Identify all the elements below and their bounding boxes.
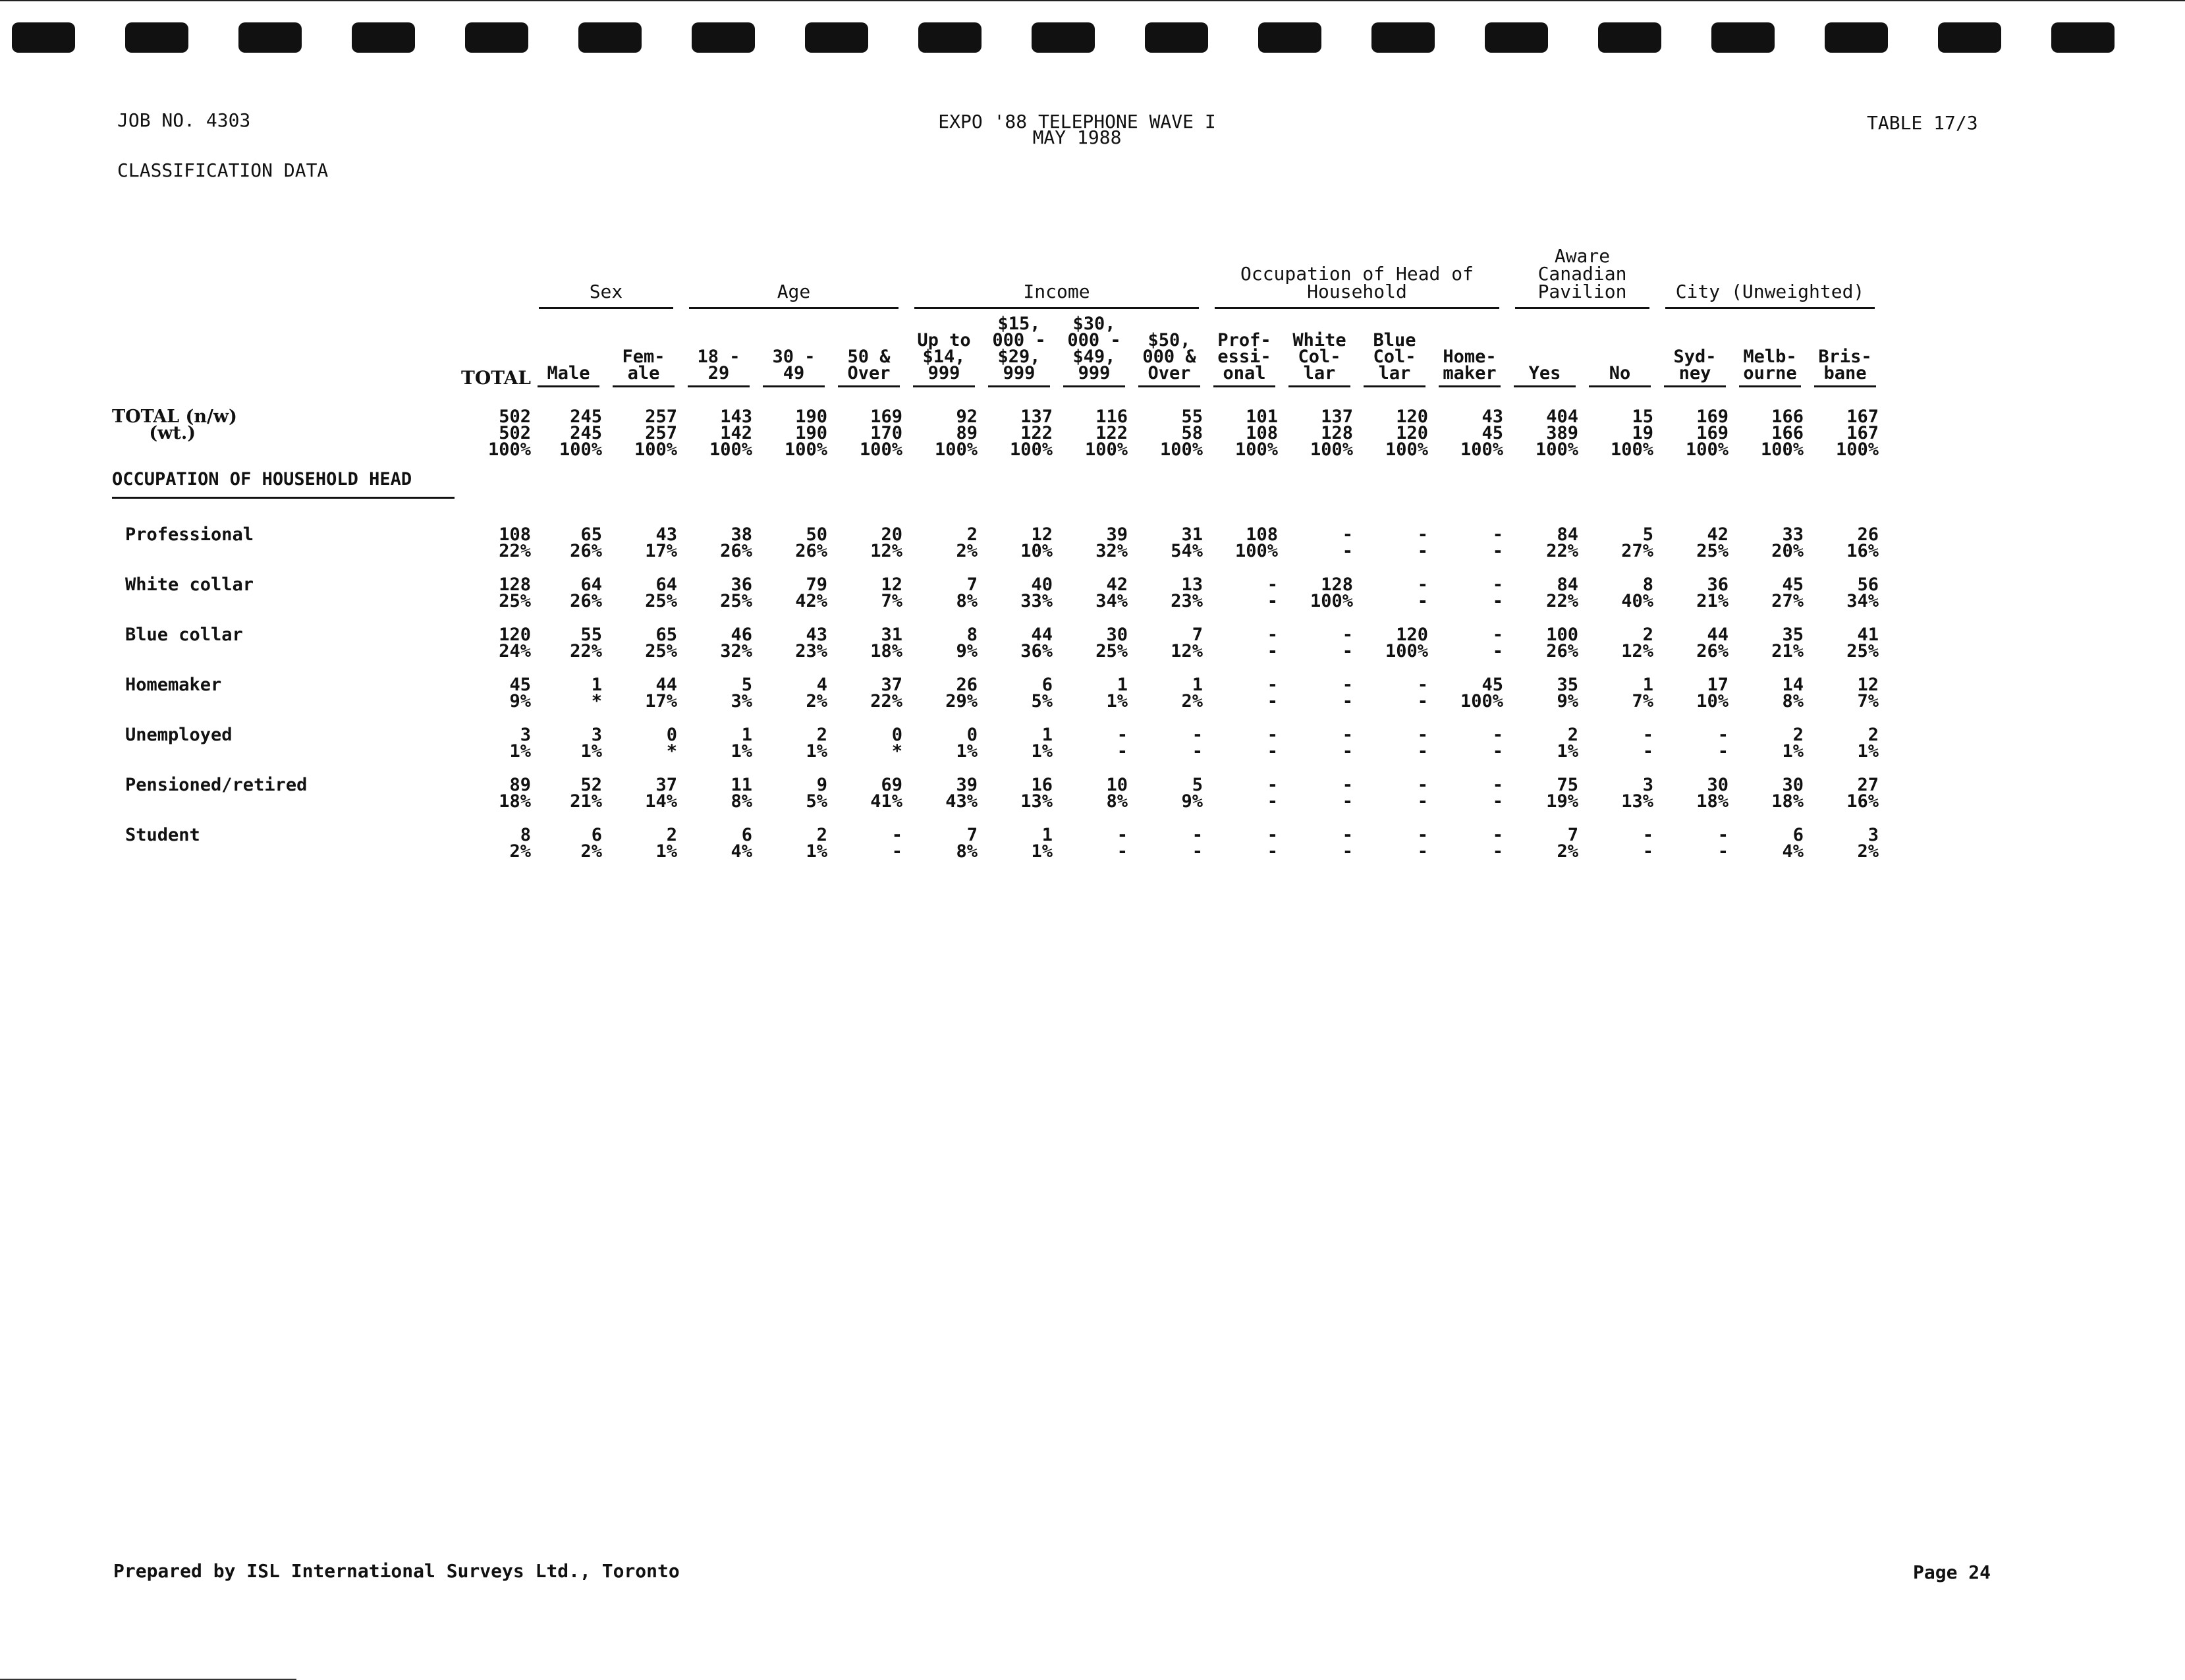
table-row: [112, 609, 1883, 659]
table-cell: 108 100%: [1234, 524, 1278, 561]
table-cell: 0 *: [891, 725, 902, 762]
group-income: Income: [906, 247, 1207, 316]
table-row: [112, 659, 1883, 710]
table-cell: 2 1%: [1557, 725, 1578, 762]
column-header: $15, 000 - $29, 999: [982, 316, 1057, 391]
page-number: Page 24: [1913, 1561, 1991, 1583]
table-cell: 5 3%: [731, 675, 752, 712]
row-total-cell: 3 1%: [509, 725, 531, 762]
row-label: Student: [125, 825, 200, 845]
table-cell: - -: [1492, 825, 1503, 862]
table-cell: 33 20%: [1771, 524, 1804, 561]
table-cell: 1 1%: [1106, 675, 1128, 712]
blank-cell: [112, 247, 448, 316]
table-cell: 31 18%: [870, 625, 902, 661]
table-cell: 36 21%: [1696, 574, 1729, 611]
table-cell: 6 2%: [580, 825, 602, 862]
table-cell: - -: [1192, 725, 1203, 762]
feed-hole: [1938, 22, 2001, 53]
column-header: No: [1582, 316, 1657, 391]
table-cell: 3 2%: [1857, 825, 1879, 862]
column-header: Blue Col- lar: [1357, 316, 1432, 391]
total-row-cell: 43 45 100%: [1460, 406, 1503, 460]
table-cell: 0 1%: [956, 725, 978, 762]
table-cell: 2 1%: [655, 825, 677, 862]
table-cell: 43 17%: [645, 524, 677, 561]
table-cell: 55 22%: [570, 625, 602, 661]
table-cell: 13 23%: [1171, 574, 1203, 611]
table-row: [112, 710, 1883, 760]
table-cell: - -: [1267, 675, 1278, 712]
table-cell: 9 5%: [806, 775, 827, 812]
table-cell: 30 18%: [1771, 775, 1804, 812]
table-cell: 128 100%: [1310, 574, 1353, 611]
report-date: MAY 1988: [1032, 126, 1122, 148]
feed-hole: [805, 22, 868, 53]
total-row-cell: 101 108 100%: [1234, 406, 1278, 460]
table-cell: 50 26%: [795, 524, 827, 561]
column-header: Syd- ney: [1657, 316, 1732, 391]
total-row-cell: 92 89 100%: [934, 406, 978, 460]
row-total-cell: 89 18%: [499, 775, 531, 812]
group-age: Age: [681, 247, 906, 316]
table-cell: 0 *: [666, 725, 677, 762]
feed-hole: [1711, 22, 1775, 53]
feed-hole: [1032, 22, 1095, 53]
table-cell: 2 2%: [956, 524, 978, 561]
tractor-feed-holes: [12, 22, 2153, 54]
feed-hole: [918, 22, 982, 53]
table-cell: 84 22%: [1546, 524, 1578, 561]
table-cell: 12 7%: [881, 574, 902, 611]
row-label: Professional: [125, 524, 254, 545]
table-cell: - -: [1342, 775, 1353, 812]
table-cell: 26 16%: [1846, 524, 1879, 561]
table-cell: 65 25%: [645, 625, 677, 661]
table-cell: 64 26%: [570, 574, 602, 611]
table-cell: - -: [1492, 524, 1503, 561]
table-cell: 8 9%: [956, 625, 978, 661]
table-cell: 45 27%: [1771, 574, 1804, 611]
table-cell: 2 12%: [1621, 625, 1653, 661]
table-cell: 1 1%: [1031, 825, 1053, 862]
table-cell: 30 25%: [1095, 625, 1128, 661]
table-cell: 43 23%: [795, 625, 827, 661]
table-row: [112, 509, 1883, 559]
total-row-cell: 55 58 100%: [1159, 406, 1203, 460]
table-cell: - -: [1342, 675, 1353, 712]
table-cell: - -: [1342, 524, 1353, 561]
column-header: Male: [531, 316, 606, 391]
feed-hole: [1258, 22, 1321, 53]
feed-hole: [1598, 22, 1661, 53]
feed-hole: [1371, 22, 1435, 53]
table-cell: 6 4%: [731, 825, 752, 862]
column-header: Fem- ale: [606, 316, 681, 391]
table-cell: 6 5%: [1031, 675, 1053, 712]
column-header: Home- maker: [1432, 316, 1507, 391]
table-cell: 39 43%: [945, 775, 978, 812]
table-cell: - -: [1117, 725, 1128, 762]
table-row: [112, 760, 1883, 810]
column-header: 30 - 49: [756, 316, 831, 391]
row-label: Unemployed: [125, 725, 233, 745]
table-cell: 4 2%: [806, 675, 827, 712]
total-row-cell: 143 142 100%: [709, 406, 752, 460]
table-cell: 7 2%: [1557, 825, 1578, 862]
table-cell: 20 12%: [870, 524, 902, 561]
table-cell: 40 33%: [1020, 574, 1053, 611]
table-cell: - -: [1267, 725, 1278, 762]
total-row-cell: 166 166 100%: [1760, 406, 1804, 460]
table-cell: 65 26%: [570, 524, 602, 561]
row-label: Pensioned/retired: [125, 775, 308, 795]
feed-hole: [1485, 22, 1548, 53]
feed-hole: [12, 22, 75, 53]
section-title: OCCUPATION OF HOUSEHOLD HEAD: [112, 458, 1883, 509]
total-row-cell: 116 122 100%: [1084, 406, 1128, 460]
row-total-cell: 8 2%: [509, 825, 531, 862]
table-cell: 36 25%: [720, 574, 752, 611]
table-cell: - -: [1642, 725, 1653, 762]
group-header-row: [112, 247, 1883, 316]
blank-cell: [448, 247, 531, 316]
table-cell: 56 34%: [1846, 574, 1879, 611]
table-cell: 10 8%: [1106, 775, 1128, 812]
total-row-cell: 245 245 100%: [559, 406, 602, 460]
table-cell: 2 1%: [806, 825, 827, 862]
table-cell: - -: [1267, 825, 1278, 862]
column-header: $50, 000 & Over: [1132, 316, 1207, 391]
table-cell: 52 21%: [570, 775, 602, 812]
table-cell: 16 13%: [1020, 775, 1053, 812]
table-cell: 30 18%: [1696, 775, 1729, 812]
table-cell: 35 9%: [1557, 675, 1578, 712]
total-row-cell: 15 19 100%: [1610, 406, 1653, 460]
table-cell: - -: [1417, 825, 1428, 862]
table-cell: 44 36%: [1020, 625, 1053, 661]
table-cell: 79 42%: [795, 574, 827, 611]
total-row-cell: 169 169 100%: [1685, 406, 1729, 460]
table-cell: 7 8%: [956, 574, 978, 611]
table-cell: - -: [1267, 625, 1278, 661]
table-cell: 12 10%: [1020, 524, 1053, 561]
table-cell: - -: [1342, 625, 1353, 661]
table-cell: 8 40%: [1621, 574, 1653, 611]
feed-hole: [125, 22, 188, 53]
table-cell: 7 12%: [1171, 625, 1203, 661]
column-header: Bris- bane: [1808, 316, 1883, 391]
table-cell: - -: [1417, 775, 1428, 812]
table-cell: - -: [1417, 725, 1428, 762]
section-row: [112, 458, 1883, 509]
table-cell: 1 1%: [731, 725, 752, 762]
table-cell: 12 7%: [1857, 675, 1879, 712]
table-cell: 120 100%: [1385, 625, 1428, 661]
table-cell: 2 1%: [1782, 725, 1804, 762]
table-cell: 44 26%: [1696, 625, 1729, 661]
table-cell: 6 4%: [1782, 825, 1804, 862]
column-header: $30, 000 - $49, 999: [1057, 316, 1132, 391]
report-title: EXPO '88 TELEPHONE WAVE I: [938, 111, 1216, 132]
table-cell: - -: [1342, 725, 1353, 762]
table-cell: - -: [1717, 825, 1729, 862]
table-cell: 3 1%: [580, 725, 602, 762]
job-number: JOB NO. 4303: [117, 109, 251, 131]
total-row-cell: 257 257 100%: [634, 406, 677, 460]
total-row-cell: 137 128 100%: [1310, 406, 1353, 460]
total-row: [112, 391, 1883, 458]
row-total-cell: 108 22%: [499, 524, 531, 561]
table-cell: 3 13%: [1621, 775, 1653, 812]
table-cell: 11 8%: [731, 775, 752, 812]
total-row-cell: 167 167 100%: [1835, 406, 1879, 460]
table-cell: 44 17%: [645, 675, 677, 712]
column-header: 18 - 29: [681, 316, 756, 391]
total-row-cell: 137 122 100%: [1009, 406, 1053, 460]
feed-hole: [1145, 22, 1208, 53]
table-cell: 1 2%: [1181, 675, 1203, 712]
table-cell: - -: [1642, 825, 1653, 862]
table-cell: 5 9%: [1181, 775, 1203, 812]
column-header: Up to $14, 999: [906, 316, 982, 391]
feed-hole: [692, 22, 755, 53]
table-cell: - -: [1267, 775, 1278, 812]
row-label: White collar: [125, 574, 254, 595]
table-cell: 45 100%: [1460, 675, 1503, 712]
table-cell: - -: [1492, 574, 1503, 611]
row-label: Blue collar: [125, 625, 243, 645]
table-cell: 37 14%: [645, 775, 677, 812]
table-cell: - -: [1342, 825, 1353, 862]
table-cell: - -: [1717, 725, 1729, 762]
table-cell: 1 7%: [1632, 675, 1653, 712]
classification-label: CLASSIFICATION DATA: [117, 159, 329, 181]
table-cell: 64 25%: [645, 574, 677, 611]
table-cell: - -: [1117, 825, 1128, 862]
table-cell: 7 8%: [956, 825, 978, 862]
row-label: Homemaker: [125, 675, 222, 695]
column-header-row: [112, 316, 1883, 391]
table-cell: 26 29%: [945, 675, 978, 712]
table-cell: - -: [891, 825, 902, 862]
table-cell: - -: [1492, 625, 1503, 661]
table-cell: 100 26%: [1546, 625, 1578, 661]
table-cell: 41 25%: [1846, 625, 1879, 661]
row-total-cell: 45 9%: [509, 675, 531, 712]
table-cell: 75 19%: [1546, 775, 1578, 812]
feed-hole: [465, 22, 528, 53]
table-cell: 1 1%: [1031, 725, 1053, 762]
table-cell: 46 32%: [720, 625, 752, 661]
column-header: Prof- essi- onal: [1207, 316, 1282, 391]
column-header: Yes: [1507, 316, 1582, 391]
table-cell: 37 22%: [870, 675, 902, 712]
row-total-cell: 128 25%: [499, 574, 531, 611]
table-cell: - -: [1492, 775, 1503, 812]
row-total-cell: 120 24%: [499, 625, 531, 661]
cross-tab-table: [112, 247, 1883, 860]
group-occupation: Occupation of Head of Household: [1207, 247, 1507, 316]
feed-hole: [352, 22, 415, 53]
table-cell: 1 *: [591, 675, 602, 712]
column-header: White Col- lar: [1282, 316, 1357, 391]
total-row-cell: 404 389 100%: [1535, 406, 1578, 460]
table-cell: 17 10%: [1696, 675, 1729, 712]
table-cell: 31 54%: [1171, 524, 1203, 561]
table-cell: 38 26%: [720, 524, 752, 561]
table-cell: - -: [1192, 825, 1203, 862]
total-row-cell: 169 170 100%: [859, 406, 902, 460]
total-row-label: TOTAL (n/w) (wt.): [112, 406, 237, 443]
table-cell: 2 1%: [1857, 725, 1879, 762]
feed-hole: [2051, 22, 2115, 53]
table-cell: - -: [1417, 524, 1428, 561]
column-header: 50 & Over: [831, 316, 906, 391]
table-cell: 35 21%: [1771, 625, 1804, 661]
group-aware-pavilion: Aware Canadian Pavilion: [1507, 247, 1657, 316]
table-cell: 84 22%: [1546, 574, 1578, 611]
column-header: Melb- ourne: [1732, 316, 1808, 391]
table-cell: 14 8%: [1782, 675, 1804, 712]
total-column-header: TOTAL: [461, 367, 531, 389]
feed-hole: [578, 22, 642, 53]
blank-cell: [112, 316, 448, 391]
table-number: TABLE 17/3: [1867, 112, 1978, 134]
table-cell: - -: [1417, 574, 1428, 611]
table-cell: 69 41%: [870, 775, 902, 812]
table-cell: 42 34%: [1095, 574, 1128, 611]
prepared-by: Prepared by ISL International Surveys Ltd., Toronto: [113, 1560, 680, 1582]
table-cell: - -: [1492, 725, 1503, 762]
group-city: City (Unweighted): [1657, 247, 1883, 316]
table-cell: 2 1%: [806, 725, 827, 762]
table-cell: - -: [1267, 574, 1278, 611]
table-cell: 27 16%: [1846, 775, 1879, 812]
table-cell: - -: [1417, 675, 1428, 712]
group-sex: Sex: [531, 247, 681, 316]
table-cell: 5 27%: [1621, 524, 1653, 561]
top-edge-line: [0, 0, 2185, 1]
total-row-cell: 120 120 100%: [1385, 406, 1428, 460]
table-row: [112, 559, 1883, 609]
feed-hole: [1825, 22, 1888, 53]
table-cell: 39 32%: [1095, 524, 1128, 561]
table-cell: 42 25%: [1696, 524, 1729, 561]
feed-hole: [238, 22, 302, 53]
total-row-total: 502 502 100%: [487, 406, 531, 460]
total-row-cell: 190 190 100%: [784, 406, 827, 460]
table-row: [112, 810, 1883, 860]
